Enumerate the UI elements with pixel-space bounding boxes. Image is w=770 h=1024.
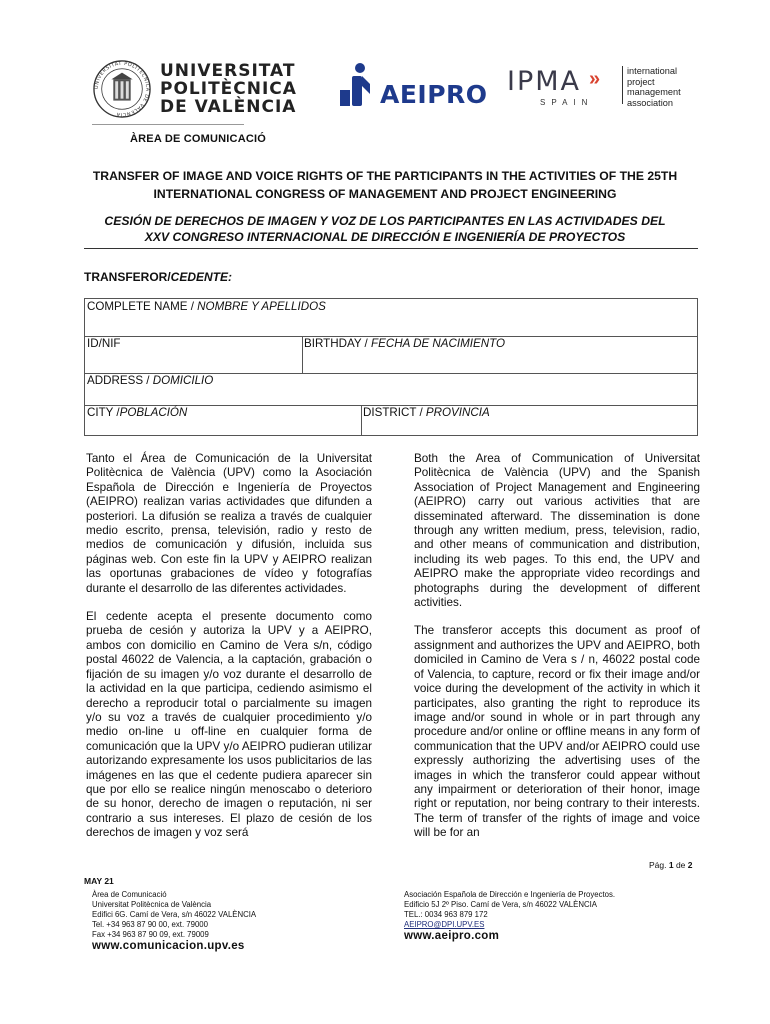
ipma-desc-line: international [627,66,678,76]
form-col-divider [302,336,303,373]
document-title-english [60,167,710,203]
area-comunicacio: ÀREA DE COMUNICACIÓ [130,133,267,145]
address-field[interactable] [87,374,213,387]
ipma-arrows-icon: » [589,68,597,90]
paragraph: The transferor accepts this document as proof of assignment and authorizes the UPV and AEIPRO, both domiciled in Camino de Vera s / n, 46022 postal code of Valencia, to capture, record or fix their image and/or voice during the development of the activity in which it participates, also granting the right to reproduce its image and/or sound in whole or in part through any procedure and/or online or offline means in any form of communication that the UPV and/or AEIPRO could use expressly authorizing the advertising uses of the images in which the transferor could appear without any impairment or deterioration of their honor, image right or reputation, nor being contrary to their interests. The term of transfer of the rights of image and voice will be for an [414,624,700,840]
upv-website-link[interactable]: www.comunicacion.upv.es [92,940,245,952]
field-label-es: NOMBRE Y APELLIDOS [197,300,326,313]
aeipro-email-link[interactable]: AEIPRO@DPI.UPV.ES [404,920,485,929]
document-title-spanish [60,213,710,245]
upv-seal-text: UNIVERSITAT POLITÈCNICA DE VALÈNCIA [94,61,150,117]
title-line: XXV CONGRESO INTERNACIONAL DE DIRECCIÓN E INGENIERÍA DE PROYECTOS [144,230,626,244]
id-nif-field[interactable] [87,337,121,350]
page-number [649,860,693,870]
complete-name-field[interactable] [87,300,326,313]
upv-name-line: UNIVERSITAT [160,61,296,81]
field-label-es: DOMICILIO [152,374,214,387]
upv-name-line: DE VALÈNCIA [160,97,297,117]
english-text-column [414,452,700,855]
header-divider [92,124,244,125]
page-sep: de [673,860,688,870]
paragraph: Both the Area of Communication of Universitat Politècnica de València (UPV) and the Spanish Association of Project Management and Engineering (AEIPRO) carry out various activities that are disseminated afterward. The dissemination is done through any written medium, press, television, radio, and other means of communication and distribution, including its web pages. To this end, the UPV and AEIPRO make the appropriate video recordings and photographs during the development of different activities. [414,452,700,610]
ipma-desc-line: project [627,76,655,87]
ipma-description [627,66,681,108]
field-label-es: FECHA DE NACIMIENTO [371,337,506,350]
footer-aeipro-contact [404,890,615,930]
title-line: CESIÓN DE DERECHOS DE IMAGEN Y VOZ DE LOS PARTICIPANTES EN LAS ACTIVIDADES DEL [104,214,666,228]
field-label: CITY / [87,406,120,419]
page-current: 1 [668,860,674,870]
field-label: ADDRESS / [87,374,153,387]
footer-line: Àrea de Comunicació [92,890,167,899]
footer-line: Fax +34 963 87 90 09, ext. 79009 [92,930,209,939]
paragraph: El cedente acepta el presente documento como prueba de cesión y autoriza la UPV y a AEIPRO, ambos con domicilio en Camino de Vera s/n, código postal 46022 de Valencia, a la captación, grabación o fijación de su imagen y/o voz durante el desarrollo de la actividad en la que participa, cediendo asimismo el derecho a reproducir total o parcialmente su imagen y/o su voz a través de cualquier procedimiento y/o medio on-line u off-line en cualquier forma de comunicación que la UPV y/o AEIPRO pudieran utilizar autorizando expresamente los usos publicitarios de las imágenes en las que el cedente pudiera aparecer sin que por ello se realice ningún menoscabo o deterioro de su honor, derecho de imagen o reputación, ni ser contrario a sus intereses. El plazo de cesión de los derechos de imagen y voz será [86,610,372,840]
title-line: INTERNATIONAL CONGRESS OF MANAGEMENT AND PROJECT ENGINEERING [153,187,617,201]
footer-line: Edifici 6G. Camí de Vera, s/n 46022 VALÈNCIA [92,910,257,919]
title-line: TRANSFER OF IMAGE AND VOICE RIGHTS OF THE PARTICIPANTS IN THE ACTIVITIES OF THE 25TH [92,169,678,183]
aeipro-wordmark: AEIPRO [380,80,488,109]
form-col-divider [361,405,362,436]
paragraph: Tanto el Área de Comunicación de la Universitat Politècnica de València (UPV) como la Asociación Española de Dirección e Ingeniería de Proyectos (AEIPRO) realizan varias actividades que difunden a posteriori. La difusión se realiza a través de cualquier medio escrito, prensa, televisión, radio y resto de medios de comunicación y difusión, incluida sus páginas web. Con este fin la UPV y AEIPRO realizan las oportunas grabaciones de vídeo y fotografías durante el desarrollo de las diferentes actividades. [86,452,372,595]
footer-line: Asociación Española de Dirección e Ingeniería de Proyectos. [404,890,616,899]
aeipro-logo-mark [336,62,372,108]
upv-seal-logo [93,60,151,118]
page-label: Pág. [649,860,669,870]
field-label: BIRTHDAY / [304,337,372,350]
footer-line: Edificio 5J 2º Piso. Camí de Vera, s/n 46022 VALÈNCIA [404,900,597,909]
aeipro-website-link[interactable]: www.aeipro.com [404,930,500,942]
city-field[interactable] [87,406,187,419]
footer-line: Tel. +34 963 87 90 00, ext. 79000 [92,920,208,929]
footer-line: TEL.: 0034 963 879 172 [404,910,488,919]
field-label: ID/NIF [87,337,121,350]
field-label: DISTRICT / [363,406,426,419]
field-label-es: POBLACIÓN [119,406,188,419]
page-total: 2 [687,860,693,870]
transferor-form [84,298,698,436]
title-divider [84,248,698,249]
ipma-desc-line: association [627,97,673,108]
footer-line: Universitat Politècnica de València [92,900,212,909]
spanish-text-column [86,452,372,855]
upv-name-line: POLITÈCNICA [160,79,297,99]
transferor-heading [84,270,232,284]
ipma-divider [622,66,623,104]
upv-wordmark [160,62,297,116]
transferor-es: CEDENTE: [170,270,233,284]
district-field[interactable] [363,406,490,419]
ipma-desc-line: management [627,87,681,97]
footer-upv-contact [92,890,256,940]
birthday-field[interactable] [304,337,505,350]
field-label-es: PROVINCIA [425,406,490,419]
ipma-wordmark: IPMA [507,66,582,97]
field-label: COMPLETE NAME / [87,300,198,313]
footer-date: MAY 21 [84,876,114,886]
transferor-en: TRANSFEROR/ [84,270,171,284]
ipma-country: SPAIN [540,98,594,107]
